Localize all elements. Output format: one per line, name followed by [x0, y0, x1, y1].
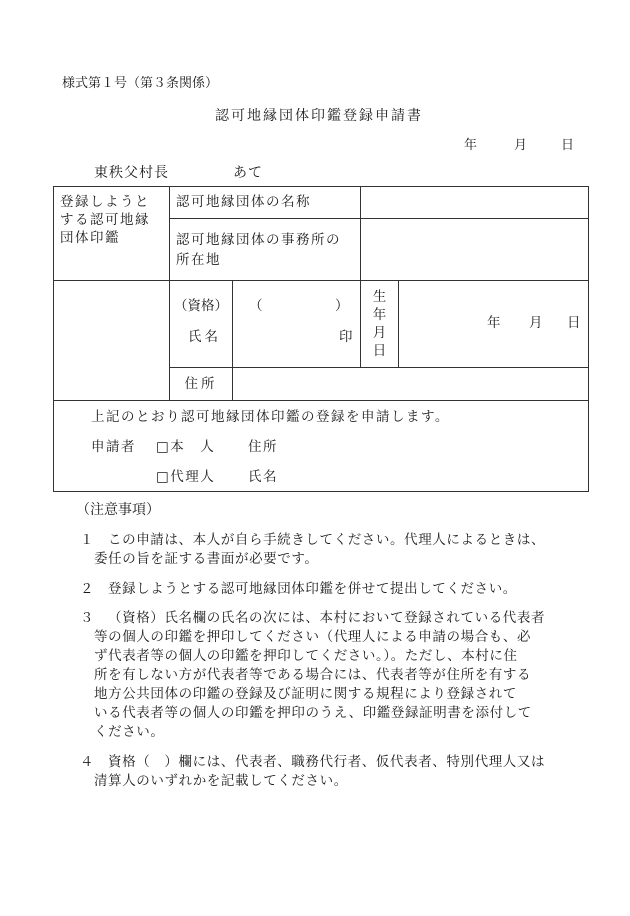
date-year-label: 年 [464, 138, 478, 153]
qualification-label: （資格） [174, 298, 228, 314]
address-field[interactable] [233, 368, 589, 401]
office-label-cell [170, 219, 361, 281]
section-label-cell [54, 187, 170, 281]
note-1-line-2: 委任の旨を証する書面が必要です。 [94, 551, 319, 567]
qualification-paren-close: ） [335, 298, 349, 314]
office-address-field[interactable] [361, 219, 589, 281]
note-3-number: ３ [80, 610, 95, 626]
birth-label-char-1: 生 [372, 289, 387, 305]
note-3-line-3: ず代表者等の個人の印鑑を押印してください。）。ただし、本村に住 [94, 648, 518, 664]
note-3-line-6: いる代表者等の個人の印鑑を押印のうえ、印鑑登録証明書を添付して [94, 705, 532, 721]
birth-day-label: 日 [567, 315, 581, 331]
option-agent-checkbox[interactable]: □代理人 [156, 469, 216, 485]
note-2-line-1: 登録しようとする認可地縁団体印鑑を併せて提出してください。 [108, 581, 517, 597]
note-3-line-4: 所を有しない方が代表者等である場合には、代表者等が住所を有する [94, 667, 532, 683]
applicant-label: 申請者 [91, 439, 136, 455]
birth-label-cell [361, 281, 399, 368]
note-1-number: １ [80, 532, 95, 548]
registration-form-table [53, 186, 589, 492]
date-month-label: 月 [514, 138, 528, 153]
note-2-number: ２ [80, 581, 95, 597]
notes-heading: （注意事項） [76, 502, 160, 518]
note-3-line-5: 地方公共団体の印鑑の登録及び証明に関する規程により登録されて [94, 686, 517, 702]
note-1-line-1: この申請は、本人が自ら手続きしてください。代理人によるときは、 [108, 532, 546, 548]
section-label-line-1: 登録しようと [60, 194, 150, 210]
note-4-number: ４ [80, 754, 95, 770]
qualification-paren-open: （ [249, 298, 263, 314]
seal-mark: 印 [339, 329, 353, 345]
addressee-suffix: あて [233, 165, 263, 181]
addressee: 東秩父村長 [94, 165, 169, 181]
birth-date-field[interactable] [399, 281, 589, 368]
section-label-line-2: する認可地縁 [60, 212, 150, 228]
name-label: 氏名 [188, 329, 221, 345]
option-self-address-label: 住所 [248, 439, 278, 455]
birth-label-char-3: 月 [372, 325, 387, 341]
note-3-line-2: 等の個人の印鑑を押印してください（代理人による申請の場合も、必 [94, 629, 532, 645]
note-3-line-7: ください。 [94, 724, 165, 740]
birth-year-label: 年 [487, 315, 501, 331]
option-agent-name-label: 氏名 [248, 469, 278, 485]
date-day-label: 日 [561, 138, 575, 153]
note-4-line-2: 清算人のいずれかを記載してください。 [94, 773, 348, 789]
birth-label-char-2: 年 [372, 307, 387, 323]
form-number: 様式第１号（第３条関係） [62, 76, 219, 91]
statement-cell [54, 401, 589, 492]
birth-label-char-4: 日 [372, 343, 387, 359]
option-self-checkbox[interactable]: □本 人 [156, 439, 216, 455]
note-4-line-1: 資格（ ）欄には、代表者、職務代行者、仮代表者、特別代理人又は [108, 754, 546, 770]
qualification-name-label-cell [170, 281, 233, 368]
org-name-label: 認可地縁団体の名称 [170, 187, 361, 219]
office-label-line-2: 所在地 [176, 251, 221, 268]
qualification-name-field[interactable] [233, 281, 361, 368]
statement-text: 上記のとおり認可地縁団体印鑑の登録を申請します。 [91, 409, 450, 425]
org-name-field[interactable] [361, 187, 589, 219]
form-title: 認可地縁団体印鑑登録申請書 [215, 108, 423, 124]
office-label-line-1: 認可地縁団体の事務所の [176, 231, 341, 248]
birth-month-label: 月 [529, 315, 543, 331]
section-label-line-3: 団体印鑑 [60, 230, 120, 246]
address-label: 住所 [170, 368, 233, 401]
seal-impression-box[interactable] [54, 281, 170, 401]
note-3-line-1: （資格）氏名欄の氏名の次には、本村において登録されている代表者 [108, 610, 546, 626]
